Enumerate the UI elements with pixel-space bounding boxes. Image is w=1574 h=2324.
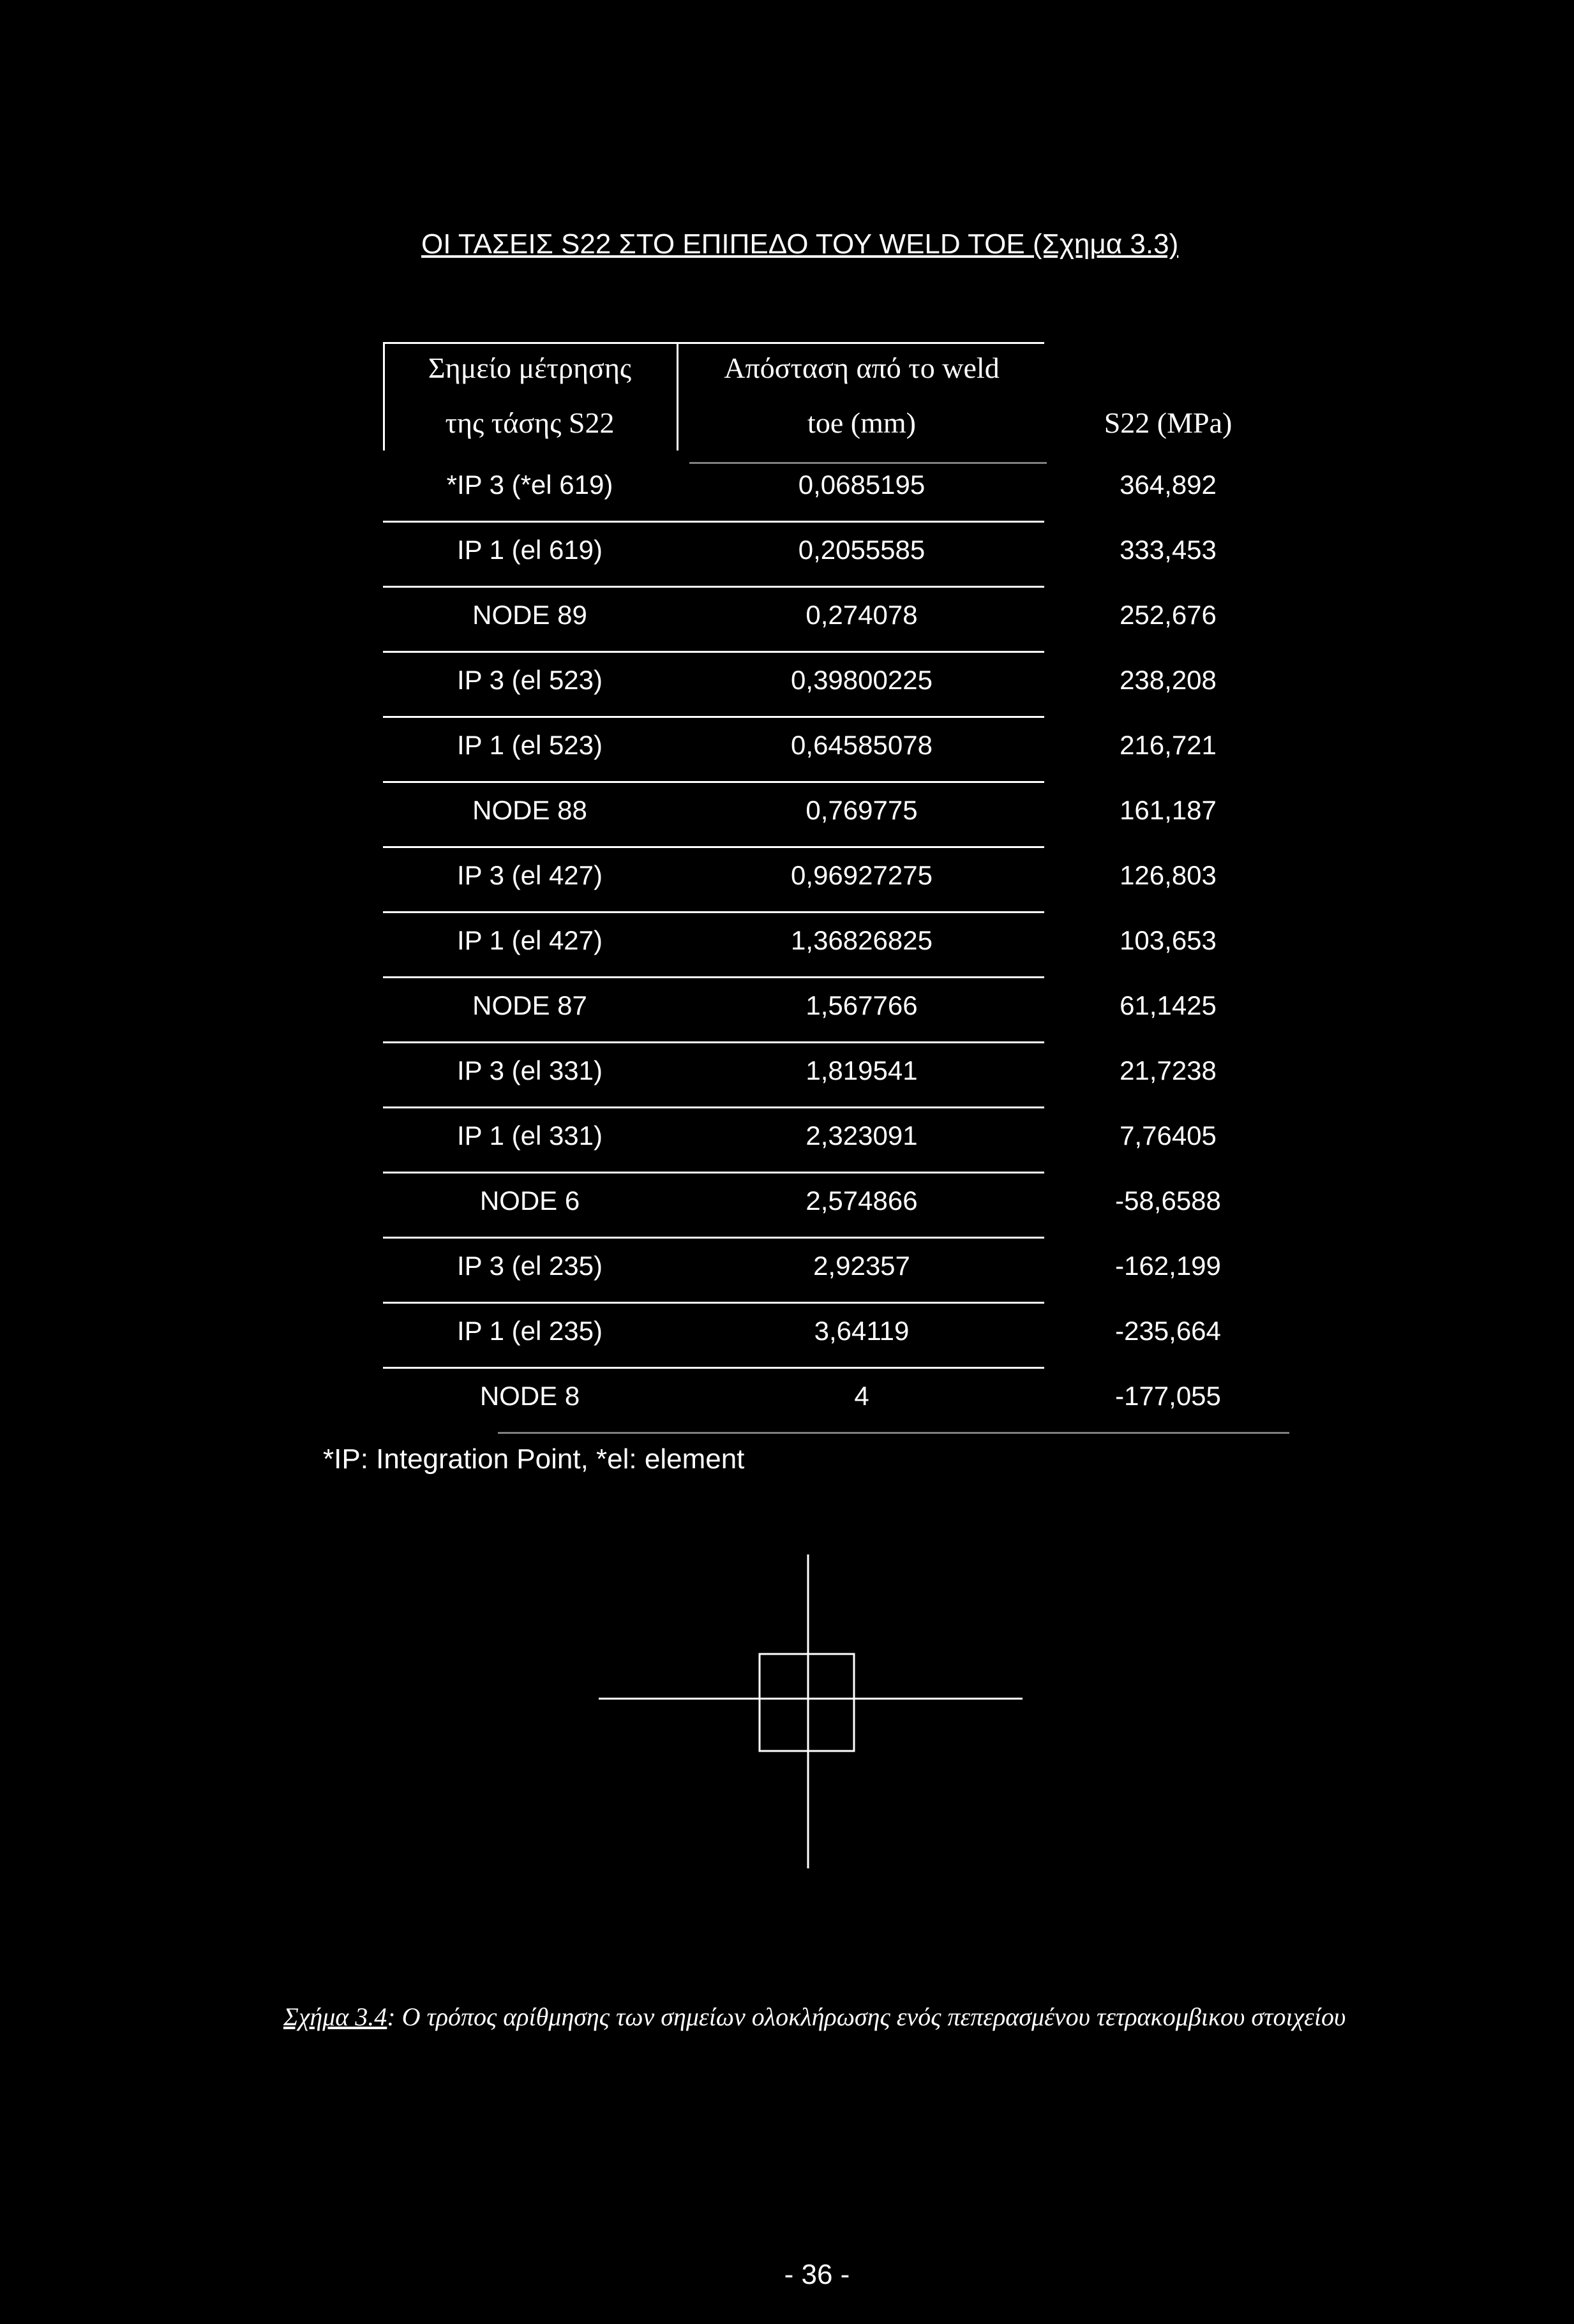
row-distance: 0,96927275 — [791, 860, 933, 890]
row-point: NODE 8 — [479, 1381, 580, 1411]
row-distance: 2,574866 — [806, 1186, 918, 1216]
row-s22: 333,453 — [1120, 535, 1217, 565]
row-distance: 0,0685195 — [798, 470, 926, 500]
row-point: NODE 89 — [472, 600, 587, 630]
row-s22: 252,676 — [1120, 600, 1217, 630]
row-s22: -235,664 — [1115, 1316, 1221, 1346]
row-point: IP 3 (el 331) — [456, 1055, 603, 1085]
row-divider — [383, 716, 1044, 718]
header-distance-line2: toe (mm) — [807, 406, 916, 439]
row-s22: -58,6588 — [1115, 1186, 1221, 1216]
row-divider — [383, 586, 1044, 588]
row-divider — [383, 1106, 1044, 1108]
table-header-rule — [689, 462, 1047, 464]
row-s22: -162,199 — [1115, 1251, 1221, 1281]
figure-caption — [283, 1991, 1547, 2043]
row-divider — [383, 1172, 1044, 1173]
row-divider — [383, 976, 1044, 978]
row-point: IP 3 (el 427) — [456, 860, 603, 890]
row-s22: 216,721 — [1120, 730, 1217, 760]
row-point: IP 1 (el 619) — [456, 535, 603, 565]
row-distance: 4 — [854, 1381, 869, 1411]
row-distance: 2,323091 — [806, 1121, 918, 1151]
row-s22: 161,187 — [1120, 795, 1217, 825]
page-number: - 36 - — [784, 2259, 850, 2290]
row-s22: -177,055 — [1115, 1381, 1221, 1411]
row-s22: 61,1425 — [1120, 990, 1217, 1020]
row-s22: 21,7238 — [1120, 1055, 1217, 1085]
row-s22: 238,208 — [1120, 665, 1217, 695]
row-point: *IP 3 (*el 619) — [446, 470, 613, 500]
row-point: NODE 87 — [472, 990, 587, 1020]
row-point: IP 1 (el 427) — [456, 925, 603, 955]
row-distance: 2,92357 — [813, 1251, 910, 1281]
row-distance: 0,64585078 — [791, 730, 933, 760]
row-distance: 0,39800225 — [791, 665, 933, 695]
row-s22: 126,803 — [1120, 860, 1217, 890]
row-distance: 0,769775 — [806, 795, 918, 825]
row-divider — [383, 651, 1044, 653]
header-distance-line1: Απόσταση από το weld — [724, 352, 1000, 384]
row-divider — [383, 846, 1044, 848]
row-point: NODE 6 — [479, 1186, 580, 1216]
row-distance: 0,274078 — [806, 600, 918, 630]
page-title: ΟΙ ΤΑΣΕΙΣ S22 ΣΤΟ ΕΠΙΠΕΔΟ ΤΟΥ WELD TOE (Σχημα 3.3) — [421, 228, 1179, 260]
row-point: IP 3 (el 235) — [456, 1251, 603, 1281]
table-top-border — [383, 342, 1044, 344]
row-s22: 7,76405 — [1120, 1121, 1217, 1151]
row-distance: 1,819541 — [806, 1055, 918, 1085]
header-point-line1: Σημείο μέτρησης — [428, 352, 632, 384]
row-divider — [383, 1367, 1044, 1369]
table-bottom-border — [498, 1432, 1289, 1434]
row-divider — [383, 911, 1044, 913]
row-distance: 1,36826825 — [791, 925, 933, 955]
row-point: IP 1 (el 523) — [456, 730, 603, 760]
row-distance: 0,2055585 — [798, 535, 926, 565]
header-s22: S22 (MPa) — [1104, 406, 1233, 439]
table-left-border — [383, 342, 385, 451]
row-s22: 103,653 — [1120, 925, 1217, 955]
figure-element-square — [760, 1654, 854, 1751]
caption-label: Σχήμα 3.4 — [283, 2002, 387, 2031]
row-point: IP 1 (el 331) — [456, 1121, 603, 1151]
row-divider — [383, 521, 1044, 523]
row-divider — [383, 1302, 1044, 1304]
row-distance: 1,567766 — [806, 990, 918, 1020]
row-divider — [383, 1237, 1044, 1239]
row-divider — [383, 1041, 1044, 1043]
row-s22: 364,892 — [1120, 470, 1217, 500]
table-column-divider — [677, 342, 678, 451]
row-divider — [383, 781, 1044, 783]
row-point: IP 3 (el 523) — [456, 665, 603, 695]
element-figure — [594, 1554, 1028, 1886]
caption-text: : Ο τρόπος αρίθμησης των σημείων ολοκλήρωσης ενός πεπερασμένου τετρακομβικου στοιχείου — [387, 2002, 1346, 2031]
row-point: IP 1 (el 235) — [456, 1316, 603, 1346]
table-footnote: *IP: Integration Point, *el: element — [323, 1443, 745, 1475]
header-point-line2: της τάσης S22 — [445, 406, 615, 439]
row-point: NODE 88 — [472, 795, 587, 825]
row-distance: 3,64119 — [814, 1316, 910, 1346]
